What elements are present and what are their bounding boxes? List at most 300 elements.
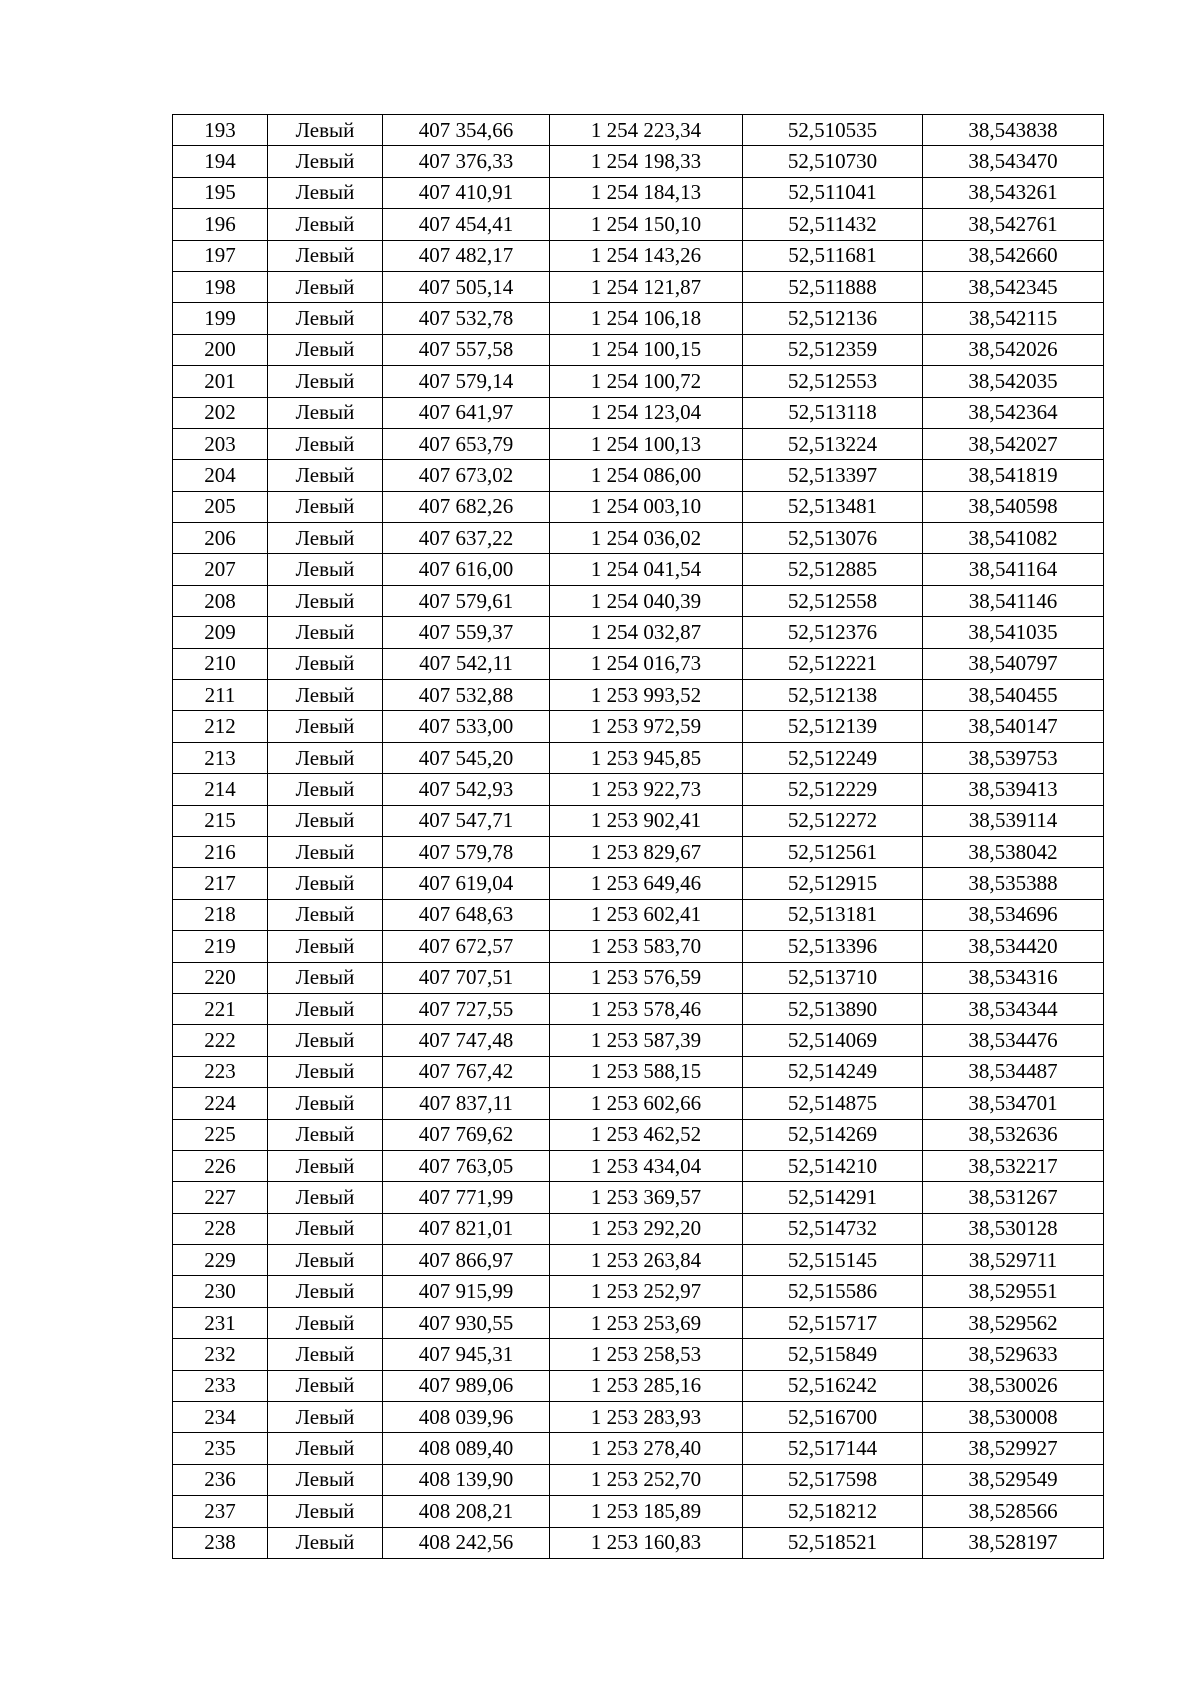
side-cell: Левый bbox=[268, 554, 383, 585]
y-coordinate-cell: 1 254 123,04 bbox=[550, 397, 743, 428]
table-row bbox=[173, 1402, 1104, 1433]
side-cell: Левый bbox=[268, 899, 383, 930]
latitude-cell: 52,513224 bbox=[743, 428, 923, 459]
x-coordinate-cell: 407 533,00 bbox=[383, 711, 550, 742]
table-row bbox=[173, 1245, 1104, 1276]
point-number-cell: 229 bbox=[173, 1245, 268, 1276]
latitude-cell: 52,516700 bbox=[743, 1402, 923, 1433]
latitude-cell: 52,512272 bbox=[743, 805, 923, 836]
longitude-cell: 38,534476 bbox=[923, 1025, 1104, 1056]
latitude-cell: 52,512915 bbox=[743, 868, 923, 899]
side-cell: Левый bbox=[268, 1056, 383, 1087]
longitude-cell: 38,539753 bbox=[923, 742, 1104, 773]
table-row bbox=[173, 899, 1104, 930]
longitude-cell: 38,540598 bbox=[923, 491, 1104, 522]
point-number-cell: 228 bbox=[173, 1213, 268, 1244]
point-number-cell: 223 bbox=[173, 1056, 268, 1087]
y-coordinate-cell: 1 253 587,39 bbox=[550, 1025, 743, 1056]
y-coordinate-cell: 1 254 150,10 bbox=[550, 209, 743, 240]
x-coordinate-cell: 407 532,88 bbox=[383, 680, 550, 711]
x-coordinate-cell: 407 354,66 bbox=[383, 115, 550, 146]
latitude-cell: 52,510535 bbox=[743, 115, 923, 146]
latitude-cell: 52,517144 bbox=[743, 1433, 923, 1464]
longitude-cell: 38,535388 bbox=[923, 868, 1104, 899]
side-cell: Левый bbox=[268, 868, 383, 899]
point-number-cell: 196 bbox=[173, 209, 268, 240]
point-number-cell: 238 bbox=[173, 1527, 268, 1558]
table-row bbox=[173, 1088, 1104, 1119]
point-number-cell: 204 bbox=[173, 460, 268, 491]
side-cell: Левый bbox=[268, 428, 383, 459]
y-coordinate-cell: 1 253 369,57 bbox=[550, 1182, 743, 1213]
longitude-cell: 38,539413 bbox=[923, 774, 1104, 805]
side-cell: Левый bbox=[268, 1339, 383, 1370]
x-coordinate-cell: 407 616,00 bbox=[383, 554, 550, 585]
y-coordinate-cell: 1 254 016,73 bbox=[550, 648, 743, 679]
y-coordinate-cell: 1 253 185,89 bbox=[550, 1496, 743, 1527]
side-cell: Левый bbox=[268, 209, 383, 240]
y-coordinate-cell: 1 254 041,54 bbox=[550, 554, 743, 585]
point-number-cell: 211 bbox=[173, 680, 268, 711]
point-number-cell: 212 bbox=[173, 711, 268, 742]
point-number-cell: 208 bbox=[173, 585, 268, 616]
point-number-cell: 203 bbox=[173, 428, 268, 459]
latitude-cell: 52,516242 bbox=[743, 1370, 923, 1401]
y-coordinate-cell: 1 253 576,59 bbox=[550, 962, 743, 993]
x-coordinate-cell: 408 208,21 bbox=[383, 1496, 550, 1527]
point-number-cell: 199 bbox=[173, 303, 268, 334]
latitude-cell: 52,513710 bbox=[743, 962, 923, 993]
y-coordinate-cell: 1 254 100,13 bbox=[550, 428, 743, 459]
x-coordinate-cell: 407 542,11 bbox=[383, 648, 550, 679]
latitude-cell: 52,512553 bbox=[743, 366, 923, 397]
table-row bbox=[173, 648, 1104, 679]
point-number-cell: 207 bbox=[173, 554, 268, 585]
latitude-cell: 52,514875 bbox=[743, 1088, 923, 1119]
x-coordinate-cell: 407 545,20 bbox=[383, 742, 550, 773]
latitude-cell: 52,513481 bbox=[743, 491, 923, 522]
point-number-cell: 221 bbox=[173, 993, 268, 1024]
point-number-cell: 224 bbox=[173, 1088, 268, 1119]
latitude-cell: 52,512138 bbox=[743, 680, 923, 711]
point-number-cell: 210 bbox=[173, 648, 268, 679]
x-coordinate-cell: 407 648,63 bbox=[383, 899, 550, 930]
y-coordinate-cell: 1 253 602,66 bbox=[550, 1088, 743, 1119]
x-coordinate-cell: 407 767,42 bbox=[383, 1056, 550, 1087]
table-row bbox=[173, 1464, 1104, 1495]
side-cell: Левый bbox=[268, 1245, 383, 1276]
table-row bbox=[173, 428, 1104, 459]
point-number-cell: 237 bbox=[173, 1496, 268, 1527]
side-cell: Левый bbox=[268, 177, 383, 208]
latitude-cell: 52,515586 bbox=[743, 1276, 923, 1307]
x-coordinate-cell: 407 653,79 bbox=[383, 428, 550, 459]
point-number-cell: 193 bbox=[173, 115, 268, 146]
table-row bbox=[173, 1433, 1104, 1464]
side-cell: Левый bbox=[268, 1464, 383, 1495]
table-row bbox=[173, 805, 1104, 836]
side-cell: Левый bbox=[268, 993, 383, 1024]
longitude-cell: 38,539114 bbox=[923, 805, 1104, 836]
point-number-cell: 217 bbox=[173, 868, 268, 899]
point-number-cell: 209 bbox=[173, 617, 268, 648]
table-row bbox=[173, 366, 1104, 397]
point-number-cell: 230 bbox=[173, 1276, 268, 1307]
table-row bbox=[173, 115, 1104, 146]
table-row bbox=[173, 240, 1104, 271]
table-row bbox=[173, 491, 1104, 522]
y-coordinate-cell: 1 254 040,39 bbox=[550, 585, 743, 616]
latitude-cell: 52,513076 bbox=[743, 523, 923, 554]
table-row bbox=[173, 836, 1104, 867]
y-coordinate-cell: 1 253 578,46 bbox=[550, 993, 743, 1024]
longitude-cell: 38,534487 bbox=[923, 1056, 1104, 1087]
x-coordinate-cell: 407 915,99 bbox=[383, 1276, 550, 1307]
longitude-cell: 38,531267 bbox=[923, 1182, 1104, 1213]
table-row bbox=[173, 711, 1104, 742]
longitude-cell: 38,528566 bbox=[923, 1496, 1104, 1527]
latitude-cell: 52,513118 bbox=[743, 397, 923, 428]
y-coordinate-cell: 1 254 032,87 bbox=[550, 617, 743, 648]
table-row bbox=[173, 1056, 1104, 1087]
x-coordinate-cell: 408 139,90 bbox=[383, 1464, 550, 1495]
latitude-cell: 52,518212 bbox=[743, 1496, 923, 1527]
latitude-cell: 52,512136 bbox=[743, 303, 923, 334]
longitude-cell: 38,541164 bbox=[923, 554, 1104, 585]
latitude-cell: 52,513890 bbox=[743, 993, 923, 1024]
latitude-cell: 52,517598 bbox=[743, 1464, 923, 1495]
y-coordinate-cell: 1 253 993,52 bbox=[550, 680, 743, 711]
latitude-cell: 52,515717 bbox=[743, 1307, 923, 1338]
table-row bbox=[173, 962, 1104, 993]
point-number-cell: 205 bbox=[173, 491, 268, 522]
x-coordinate-cell: 407 482,17 bbox=[383, 240, 550, 271]
side-cell: Левый bbox=[268, 1402, 383, 1433]
side-cell: Левый bbox=[268, 1119, 383, 1150]
longitude-cell: 38,534316 bbox=[923, 962, 1104, 993]
y-coordinate-cell: 1 253 285,16 bbox=[550, 1370, 743, 1401]
side-cell: Левый bbox=[268, 1088, 383, 1119]
table-row bbox=[173, 868, 1104, 899]
x-coordinate-cell: 407 821,01 bbox=[383, 1213, 550, 1244]
y-coordinate-cell: 1 253 292,20 bbox=[550, 1213, 743, 1244]
point-number-cell: 225 bbox=[173, 1119, 268, 1150]
x-coordinate-cell: 407 579,14 bbox=[383, 366, 550, 397]
y-coordinate-cell: 1 253 283,93 bbox=[550, 1402, 743, 1433]
x-coordinate-cell: 407 547,71 bbox=[383, 805, 550, 836]
table-row bbox=[173, 209, 1104, 240]
side-cell: Левый bbox=[268, 585, 383, 616]
table-row bbox=[173, 1182, 1104, 1213]
point-number-cell: 215 bbox=[173, 805, 268, 836]
y-coordinate-cell: 1 253 258,53 bbox=[550, 1339, 743, 1370]
point-number-cell: 198 bbox=[173, 271, 268, 302]
longitude-cell: 38,529549 bbox=[923, 1464, 1104, 1495]
longitude-cell: 38,532636 bbox=[923, 1119, 1104, 1150]
point-number-cell: 220 bbox=[173, 962, 268, 993]
y-coordinate-cell: 1 253 434,04 bbox=[550, 1150, 743, 1181]
side-cell: Левый bbox=[268, 460, 383, 491]
point-number-cell: 222 bbox=[173, 1025, 268, 1056]
point-number-cell: 231 bbox=[173, 1307, 268, 1338]
side-cell: Левый bbox=[268, 146, 383, 177]
y-coordinate-cell: 1 253 922,73 bbox=[550, 774, 743, 805]
x-coordinate-cell: 407 637,22 bbox=[383, 523, 550, 554]
x-coordinate-cell: 407 989,06 bbox=[383, 1370, 550, 1401]
latitude-cell: 52,511432 bbox=[743, 209, 923, 240]
x-coordinate-cell: 407 410,91 bbox=[383, 177, 550, 208]
latitude-cell: 52,513181 bbox=[743, 899, 923, 930]
longitude-cell: 38,542035 bbox=[923, 366, 1104, 397]
x-coordinate-cell: 407 763,05 bbox=[383, 1150, 550, 1181]
y-coordinate-cell: 1 253 972,59 bbox=[550, 711, 743, 742]
latitude-cell: 52,513396 bbox=[743, 931, 923, 962]
latitude-cell: 52,514291 bbox=[743, 1182, 923, 1213]
latitude-cell: 52,514210 bbox=[743, 1150, 923, 1181]
side-cell: Левый bbox=[268, 648, 383, 679]
x-coordinate-cell: 407 579,78 bbox=[383, 836, 550, 867]
x-coordinate-cell: 407 945,31 bbox=[383, 1339, 550, 1370]
side-cell: Левый bbox=[268, 1213, 383, 1244]
table-row bbox=[173, 303, 1104, 334]
longitude-cell: 38,532217 bbox=[923, 1150, 1104, 1181]
point-number-cell: 236 bbox=[173, 1464, 268, 1495]
table-row bbox=[173, 1025, 1104, 1056]
side-cell: Левый bbox=[268, 271, 383, 302]
table-row bbox=[173, 1339, 1104, 1370]
side-cell: Левый bbox=[268, 805, 383, 836]
point-number-cell: 200 bbox=[173, 334, 268, 365]
point-number-cell: 195 bbox=[173, 177, 268, 208]
point-number-cell: 202 bbox=[173, 397, 268, 428]
point-number-cell: 206 bbox=[173, 523, 268, 554]
table-row bbox=[173, 1276, 1104, 1307]
y-coordinate-cell: 1 253 278,40 bbox=[550, 1433, 743, 1464]
x-coordinate-cell: 407 532,78 bbox=[383, 303, 550, 334]
point-number-cell: 216 bbox=[173, 836, 268, 867]
x-coordinate-cell: 407 771,99 bbox=[383, 1182, 550, 1213]
table-row bbox=[173, 1213, 1104, 1244]
y-coordinate-cell: 1 254 143,26 bbox=[550, 240, 743, 271]
longitude-cell: 38,528197 bbox=[923, 1527, 1104, 1558]
latitude-cell: 52,513397 bbox=[743, 460, 923, 491]
table-row bbox=[173, 271, 1104, 302]
latitude-cell: 52,512359 bbox=[743, 334, 923, 365]
x-coordinate-cell: 407 673,02 bbox=[383, 460, 550, 491]
longitude-cell: 38,542761 bbox=[923, 209, 1104, 240]
table-row bbox=[173, 1307, 1104, 1338]
latitude-cell: 52,512249 bbox=[743, 742, 923, 773]
table-row bbox=[173, 1150, 1104, 1181]
latitude-cell: 52,512885 bbox=[743, 554, 923, 585]
longitude-cell: 38,529562 bbox=[923, 1307, 1104, 1338]
point-number-cell: 197 bbox=[173, 240, 268, 271]
longitude-cell: 38,530026 bbox=[923, 1370, 1104, 1401]
latitude-cell: 52,514249 bbox=[743, 1056, 923, 1087]
side-cell: Левый bbox=[268, 711, 383, 742]
x-coordinate-cell: 407 376,33 bbox=[383, 146, 550, 177]
x-coordinate-cell: 408 242,56 bbox=[383, 1527, 550, 1558]
side-cell: Левый bbox=[268, 617, 383, 648]
y-coordinate-cell: 1 253 583,70 bbox=[550, 931, 743, 962]
table-row bbox=[173, 554, 1104, 585]
y-coordinate-cell: 1 253 462,52 bbox=[550, 1119, 743, 1150]
y-coordinate-cell: 1 254 184,13 bbox=[550, 177, 743, 208]
longitude-cell: 38,542115 bbox=[923, 303, 1104, 334]
longitude-cell: 38,542660 bbox=[923, 240, 1104, 271]
longitude-cell: 38,543261 bbox=[923, 177, 1104, 208]
table-row bbox=[173, 523, 1104, 554]
x-coordinate-cell: 407 542,93 bbox=[383, 774, 550, 805]
side-cell: Левый bbox=[268, 115, 383, 146]
point-number-cell: 234 bbox=[173, 1402, 268, 1433]
y-coordinate-cell: 1 253 253,69 bbox=[550, 1307, 743, 1338]
side-cell: Левый bbox=[268, 523, 383, 554]
point-number-cell: 218 bbox=[173, 899, 268, 930]
side-cell: Левый bbox=[268, 1182, 383, 1213]
y-coordinate-cell: 1 253 602,41 bbox=[550, 899, 743, 930]
side-cell: Левый bbox=[268, 303, 383, 334]
x-coordinate-cell: 407 930,55 bbox=[383, 1307, 550, 1338]
x-coordinate-cell: 407 641,97 bbox=[383, 397, 550, 428]
longitude-cell: 38,529551 bbox=[923, 1276, 1104, 1307]
longitude-cell: 38,542027 bbox=[923, 428, 1104, 459]
y-coordinate-cell: 1 253 829,67 bbox=[550, 836, 743, 867]
y-coordinate-cell: 1 254 100,72 bbox=[550, 366, 743, 397]
side-cell: Левый bbox=[268, 1496, 383, 1527]
longitude-cell: 38,534701 bbox=[923, 1088, 1104, 1119]
latitude-cell: 52,511888 bbox=[743, 271, 923, 302]
x-coordinate-cell: 408 039,96 bbox=[383, 1402, 550, 1433]
x-coordinate-cell: 408 089,40 bbox=[383, 1433, 550, 1464]
point-number-cell: 233 bbox=[173, 1370, 268, 1401]
longitude-cell: 38,542364 bbox=[923, 397, 1104, 428]
latitude-cell: 52,512221 bbox=[743, 648, 923, 679]
longitude-cell: 38,530128 bbox=[923, 1213, 1104, 1244]
x-coordinate-cell: 407 579,61 bbox=[383, 585, 550, 616]
latitude-cell: 52,512561 bbox=[743, 836, 923, 867]
side-cell: Левый bbox=[268, 1433, 383, 1464]
y-coordinate-cell: 1 254 086,00 bbox=[550, 460, 743, 491]
longitude-cell: 38,529711 bbox=[923, 1245, 1104, 1276]
table-row bbox=[173, 1370, 1104, 1401]
side-cell: Левый bbox=[268, 366, 383, 397]
x-coordinate-cell: 407 769,62 bbox=[383, 1119, 550, 1150]
side-cell: Левый bbox=[268, 491, 383, 522]
side-cell: Левый bbox=[268, 334, 383, 365]
point-number-cell: 194 bbox=[173, 146, 268, 177]
point-number-cell: 201 bbox=[173, 366, 268, 397]
table-row bbox=[173, 742, 1104, 773]
table-row bbox=[173, 585, 1104, 616]
longitude-cell: 38,534696 bbox=[923, 899, 1104, 930]
x-coordinate-cell: 407 505,14 bbox=[383, 271, 550, 302]
longitude-cell: 38,541819 bbox=[923, 460, 1104, 491]
y-coordinate-cell: 1 254 121,87 bbox=[550, 271, 743, 302]
x-coordinate-cell: 407 672,57 bbox=[383, 931, 550, 962]
y-coordinate-cell: 1 253 945,85 bbox=[550, 742, 743, 773]
x-coordinate-cell: 407 707,51 bbox=[383, 962, 550, 993]
latitude-cell: 52,511681 bbox=[743, 240, 923, 271]
latitude-cell: 52,515145 bbox=[743, 1245, 923, 1276]
x-coordinate-cell: 407 837,11 bbox=[383, 1088, 550, 1119]
y-coordinate-cell: 1 254 003,10 bbox=[550, 491, 743, 522]
y-coordinate-cell: 1 253 588,15 bbox=[550, 1056, 743, 1087]
coordinates-table bbox=[172, 114, 1104, 1559]
x-coordinate-cell: 407 559,37 bbox=[383, 617, 550, 648]
table-row bbox=[173, 177, 1104, 208]
longitude-cell: 38,541035 bbox=[923, 617, 1104, 648]
y-coordinate-cell: 1 253 252,97 bbox=[550, 1276, 743, 1307]
table-row bbox=[173, 774, 1104, 805]
latitude-cell: 52,514732 bbox=[743, 1213, 923, 1244]
point-number-cell: 213 bbox=[173, 742, 268, 773]
longitude-cell: 38,543838 bbox=[923, 115, 1104, 146]
latitude-cell: 52,514069 bbox=[743, 1025, 923, 1056]
y-coordinate-cell: 1 253 263,84 bbox=[550, 1245, 743, 1276]
y-coordinate-cell: 1 254 106,18 bbox=[550, 303, 743, 334]
table-row bbox=[173, 1496, 1104, 1527]
side-cell: Левый bbox=[268, 962, 383, 993]
table-row bbox=[173, 334, 1104, 365]
latitude-cell: 52,510730 bbox=[743, 146, 923, 177]
point-number-cell: 226 bbox=[173, 1150, 268, 1181]
latitude-cell: 52,518521 bbox=[743, 1527, 923, 1558]
point-number-cell: 235 bbox=[173, 1433, 268, 1464]
side-cell: Левый bbox=[268, 680, 383, 711]
longitude-cell: 38,540797 bbox=[923, 648, 1104, 679]
x-coordinate-cell: 407 727,55 bbox=[383, 993, 550, 1024]
side-cell: Левый bbox=[268, 836, 383, 867]
longitude-cell: 38,540455 bbox=[923, 680, 1104, 711]
y-coordinate-cell: 1 253 252,70 bbox=[550, 1464, 743, 1495]
y-coordinate-cell: 1 254 223,34 bbox=[550, 115, 743, 146]
x-coordinate-cell: 407 557,58 bbox=[383, 334, 550, 365]
x-coordinate-cell: 407 866,97 bbox=[383, 1245, 550, 1276]
latitude-cell: 52,512558 bbox=[743, 585, 923, 616]
table-row bbox=[173, 146, 1104, 177]
side-cell: Левый bbox=[268, 1025, 383, 1056]
point-number-cell: 232 bbox=[173, 1339, 268, 1370]
y-coordinate-cell: 1 253 160,83 bbox=[550, 1527, 743, 1558]
latitude-cell: 52,512139 bbox=[743, 711, 923, 742]
longitude-cell: 38,529927 bbox=[923, 1433, 1104, 1464]
longitude-cell: 38,530008 bbox=[923, 1402, 1104, 1433]
side-cell: Левый bbox=[268, 742, 383, 773]
y-coordinate-cell: 1 254 100,15 bbox=[550, 334, 743, 365]
side-cell: Левый bbox=[268, 1276, 383, 1307]
table-row bbox=[173, 993, 1104, 1024]
table-row bbox=[173, 460, 1104, 491]
latitude-cell: 52,514269 bbox=[743, 1119, 923, 1150]
table-row bbox=[173, 680, 1104, 711]
table-row bbox=[173, 617, 1104, 648]
latitude-cell: 52,511041 bbox=[743, 177, 923, 208]
side-cell: Левый bbox=[268, 1307, 383, 1338]
x-coordinate-cell: 407 682,26 bbox=[383, 491, 550, 522]
y-coordinate-cell: 1 254 036,02 bbox=[550, 523, 743, 554]
side-cell: Левый bbox=[268, 1370, 383, 1401]
point-number-cell: 227 bbox=[173, 1182, 268, 1213]
latitude-cell: 52,512229 bbox=[743, 774, 923, 805]
longitude-cell: 38,540147 bbox=[923, 711, 1104, 742]
latitude-cell: 52,515849 bbox=[743, 1339, 923, 1370]
longitude-cell: 38,542026 bbox=[923, 334, 1104, 365]
longitude-cell: 38,529633 bbox=[923, 1339, 1104, 1370]
x-coordinate-cell: 407 454,41 bbox=[383, 209, 550, 240]
longitude-cell: 38,541146 bbox=[923, 585, 1104, 616]
table-row bbox=[173, 931, 1104, 962]
